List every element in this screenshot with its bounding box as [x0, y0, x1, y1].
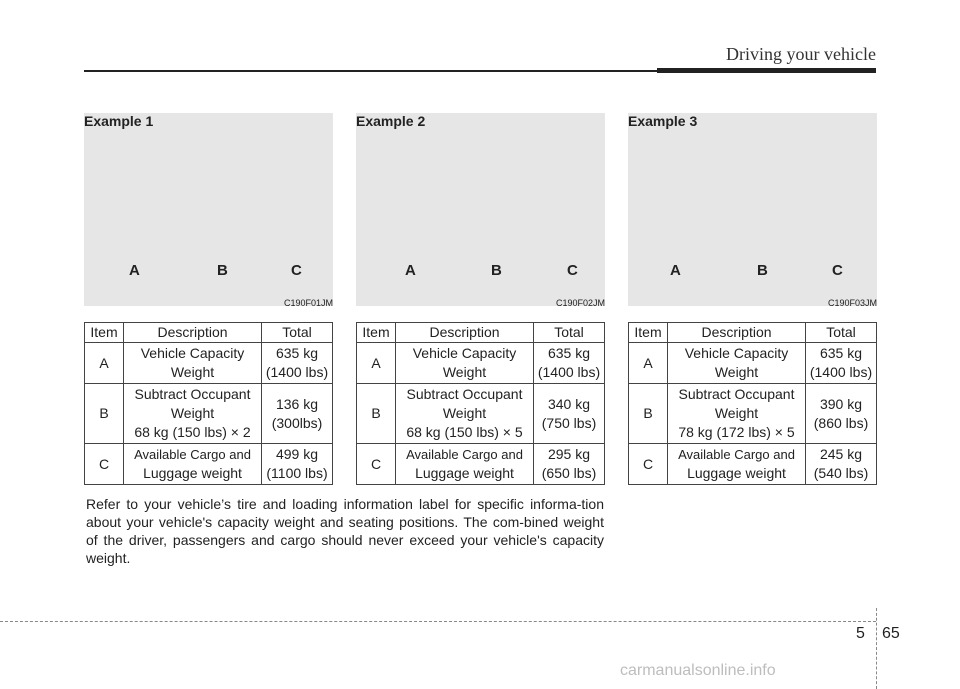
row-item: C — [85, 444, 124, 485]
footer-rule — [0, 621, 876, 622]
row-description — [668, 384, 806, 444]
letter-c: C — [291, 262, 302, 279]
table-row — [85, 343, 333, 384]
header-item: Item — [85, 323, 124, 343]
chapter-number: 5 — [856, 625, 865, 642]
desc-line: Weight — [442, 364, 487, 380]
desc-line: Weight — [442, 405, 487, 421]
table-row — [629, 343, 877, 384]
table-row — [85, 384, 333, 444]
row-item: A — [357, 343, 396, 384]
total-line: (860 lbs) — [813, 414, 869, 431]
header-total: Total — [806, 323, 877, 343]
row-item: B — [85, 384, 124, 444]
header-description: Description — [668, 323, 806, 343]
table-row — [85, 444, 333, 485]
letter-a: A — [670, 262, 681, 279]
figure-code: C190F02JM — [555, 298, 605, 308]
row-description — [124, 444, 262, 485]
page-separator — [876, 608, 877, 689]
row-item: A — [629, 343, 668, 384]
row-item: B — [629, 384, 668, 444]
capacity-note: Refer to your vehicle’s tire and loading information label for specific informa-tion about your vehicle's capacity weight and seating positions. The com-bined weight of the driver, passengers and cargo should never exceed your vehicle's capacity weight. — [86, 496, 604, 566]
example-label: Example 2 — [356, 113, 426, 129]
desc-line: Vehicle Capacity — [140, 345, 245, 361]
page-number: 65 — [882, 625, 900, 642]
total-line: (300lbs) — [271, 414, 323, 431]
desc-line: Luggage weight — [415, 465, 514, 481]
example-1-table — [84, 322, 333, 485]
watermark: carmanualsonline.info — [620, 662, 776, 679]
table-row — [629, 444, 877, 485]
row-description — [396, 444, 534, 485]
header-description: Description — [396, 323, 534, 343]
letter-b: B — [491, 262, 502, 279]
row-total — [806, 343, 877, 384]
row-total — [262, 444, 333, 485]
total-line: 390 kg — [819, 395, 863, 412]
header-rule-accent — [657, 68, 876, 73]
total-line: (750 lbs) — [541, 414, 597, 431]
row-description — [396, 343, 534, 384]
desc-line: Weight — [714, 405, 759, 421]
example-3-table — [628, 322, 877, 485]
desc-line: Weight — [714, 364, 759, 380]
desc-line: Available Cargo and — [134, 447, 251, 462]
row-description — [124, 343, 262, 384]
desc-line: 78 kg (172 lbs) × 5 — [678, 424, 795, 440]
total-line: (1400 lbs) — [265, 364, 329, 380]
total-line: (1400 lbs) — [809, 364, 873, 380]
desc-line: 68 kg (150 lbs) × 2 — [134, 424, 251, 440]
row-item: B — [357, 384, 396, 444]
row-item: C — [629, 444, 668, 485]
desc-line: Luggage weight — [143, 465, 242, 481]
row-total — [806, 384, 877, 444]
total-line: (1100 lbs) — [266, 465, 328, 481]
page-header-title: Driving your vehicle — [726, 44, 876, 64]
row-description — [668, 343, 806, 384]
total-line: 245 kg — [819, 446, 863, 462]
table-row — [357, 444, 605, 485]
total-line: 635 kg — [819, 345, 863, 361]
example-label: Example 3 — [628, 113, 698, 129]
total-line: 635 kg — [275, 345, 319, 361]
table-row — [357, 384, 605, 444]
total-line: 136 kg — [275, 395, 319, 412]
letter-b: B — [217, 262, 228, 279]
row-description — [668, 444, 806, 485]
header-description: Description — [124, 323, 262, 343]
total-line: 295 kg — [547, 446, 591, 462]
desc-line: Weight — [170, 405, 215, 421]
desc-line: Weight — [170, 364, 215, 380]
example-label: Example 1 — [84, 113, 154, 129]
total-line: 635 kg — [547, 345, 591, 361]
header-total: Total — [262, 323, 333, 343]
row-total — [534, 384, 605, 444]
table-row — [629, 384, 877, 444]
row-description — [124, 384, 262, 444]
row-total — [534, 343, 605, 384]
row-description — [396, 384, 534, 444]
example-2-table — [356, 322, 605, 485]
row-total — [262, 343, 333, 384]
total-line: (1400 lbs) — [537, 364, 601, 380]
desc-line: Subtract Occupant — [134, 386, 251, 402]
header-item: Item — [357, 323, 396, 343]
row-total — [806, 444, 877, 485]
letter-c: C — [832, 262, 843, 279]
row-item: C — [357, 444, 396, 485]
figure-code: C190F03JM — [827, 298, 877, 308]
desc-line: 68 kg (150 lbs) × 5 — [406, 424, 523, 440]
header-item: Item — [629, 323, 668, 343]
desc-line: Available Cargo and — [678, 447, 795, 462]
row-total — [534, 444, 605, 485]
desc-line: Subtract Occupant — [406, 386, 523, 402]
total-line: (540 lbs) — [813, 465, 869, 481]
desc-line: Available Cargo and — [406, 447, 523, 462]
letter-a: A — [129, 262, 140, 279]
table-header-row — [85, 323, 333, 343]
table-header-row — [357, 323, 605, 343]
total-line: 499 kg — [275, 446, 319, 462]
header-total: Total — [534, 323, 605, 343]
letter-a: A — [405, 262, 416, 279]
table-row — [357, 343, 605, 384]
table-header-row — [629, 323, 877, 343]
desc-line: Luggage weight — [687, 465, 786, 481]
desc-line: Vehicle Capacity — [684, 345, 789, 361]
row-item: A — [85, 343, 124, 384]
letter-b: B — [757, 262, 768, 279]
total-line: (650 lbs) — [541, 465, 597, 481]
figure-code: C190F01JM — [283, 298, 333, 308]
desc-line: Vehicle Capacity — [412, 345, 517, 361]
letter-c: C — [567, 262, 578, 279]
desc-line: Subtract Occupant — [678, 386, 795, 402]
total-line: 340 kg — [547, 395, 591, 412]
row-total — [262, 384, 333, 444]
